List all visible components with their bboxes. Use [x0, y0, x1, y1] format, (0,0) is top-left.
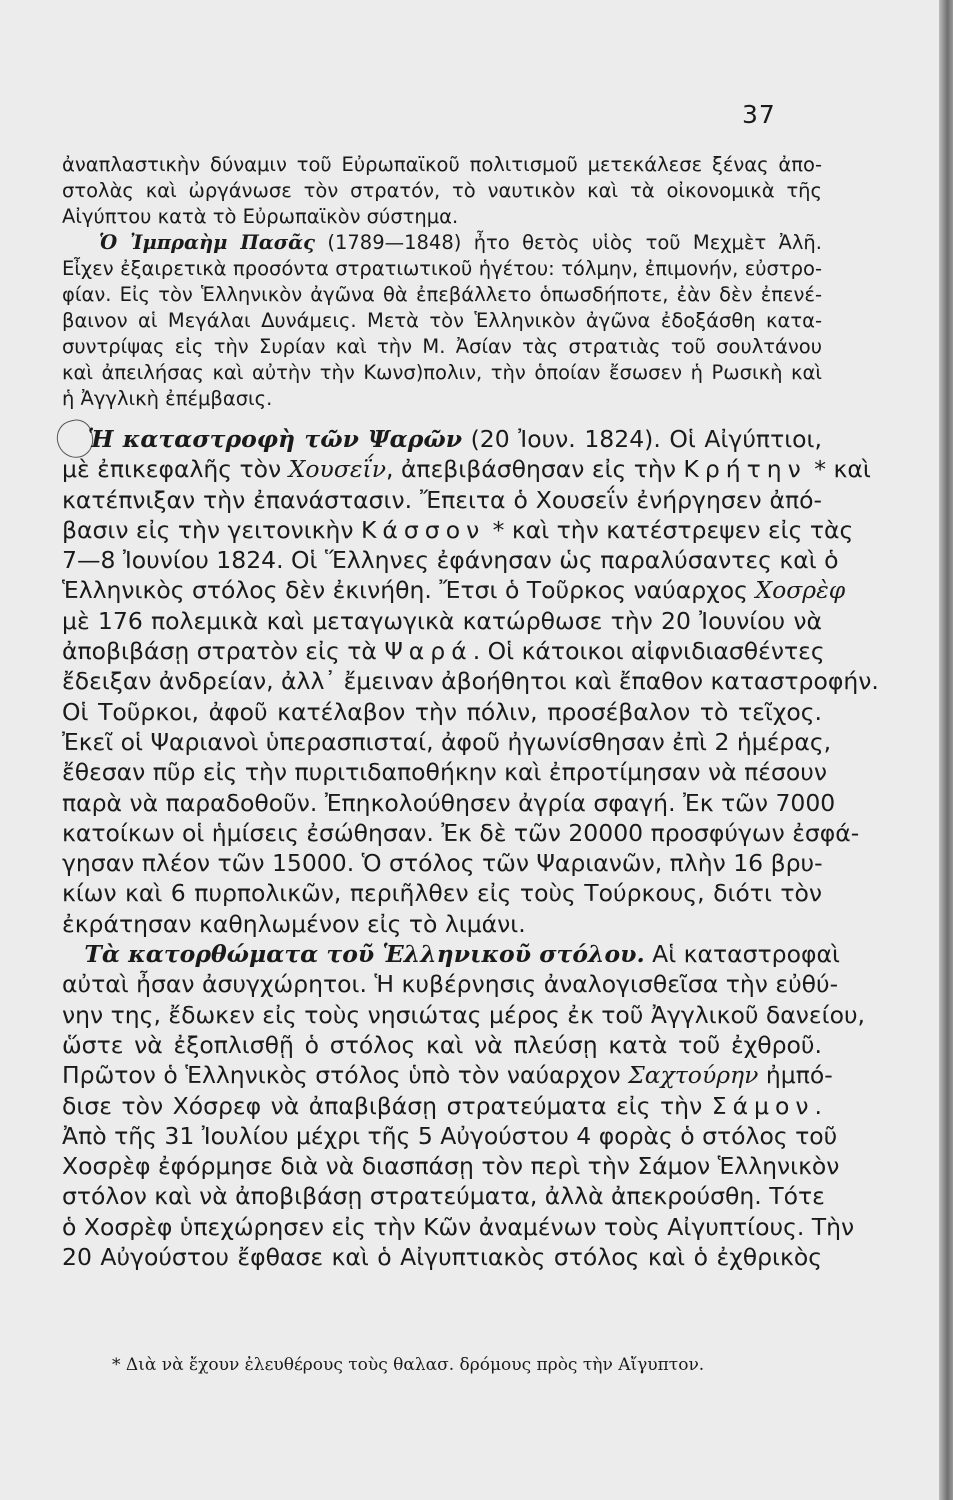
text-line: Ἀπὸ τῆς 31 Ἰουλίου μέχρι τῆς 5 Αὐγούστου 4 φορὰς ὁ στόλος τοῦ: [62, 1121, 838, 1150]
text-line: Χοσρὲφ ἐφόρμησε διὰ νὰ διασπάσῃ τὸν περὶ τὴν Σάμον Ἑλληνικὸν: [62, 1152, 840, 1181]
main-text-section: [62, 424, 879, 1272]
psara-heading-line: Ἡ καταστροφὴ τῶν Ψαρῶν (20 Ἰουν. 1824). Οἱ Αἰγύπτιοι,: [87, 425, 822, 453]
text-line: συντρίψας εἰς τὴν Συρίαν καὶ τὴν Μ. Ἀσίαν τὰς στρατιὰς τοῦ σουλτάνου: [62, 335, 822, 358]
text-line: μὲ ἐπικεφαλῆς τὸν Χουσεΐν, ἀπεβιβάσθησαν εἰς τὴν Κρήτην * καὶ: [62, 455, 871, 484]
footnote: * Διὰ νὰ ἔχουν ἐλευθέρους τοὺς θαλασ. δρόμους πρὸς τὴν Αἴγυπτον.: [112, 1355, 705, 1375]
text-line: Ἐκεῖ οἱ Ψαριανοὶ ὑπερασπισταί, ἀφοῦ ἠγωνίσθησαν ἐπὶ 2 ἡμέρας,: [62, 727, 832, 756]
text-line: καὶ ἀπειλήσας καὶ αὐτὴν τὴν Κωνσ)πολιν, τὴν ὁποίαν ἔσωσεν ἡ Ρωσικὴ καὶ: [62, 361, 822, 384]
text-line: κίων καὶ 6 πυρπολικῶν, περιῆλθεν εἰς τοὺς Τούρκους, διότι τὸν: [62, 879, 822, 908]
text-line: ἔδειξαν ἀνδρείαν, ἀλλ᾽ ἔμειναν ἀβοήθητοι καὶ ἔπαθον καταστροφήν.: [62, 667, 879, 696]
place-samos: Σάμον: [711, 1091, 815, 1120]
text-line: Οἱ Τοῦρκοι, ἀφοῦ κατέλαβον τὴν πόλιν, προσέβαλον τὸ τεῖχος.: [62, 697, 822, 726]
name-husein: Χουσεΐν: [288, 455, 386, 484]
name-sachtouris: Σαχτούρην: [628, 1061, 759, 1090]
name-hosref: Χοσρὲφ: [755, 576, 846, 605]
text-line: Αἰγύπτου κατὰ τὸ Εὐρωπαϊκὸν σύστημα.: [62, 205, 459, 228]
text-line: βαινον αἱ Μεγάλαι Δυνάμεις. Μετὰ τὸν Ἑλληνικὸν ἀγῶνα ἐδοξάσθη κατα-: [62, 309, 822, 332]
text-line: κατέπνιξαν τὴν ἐπανάστασιν. Ἔπειτα ὁ Χουσεΐν ἐνήργησεν ἀπό-: [62, 485, 822, 514]
psara-heading: Ἡ καταστροφὴ τῶν Ψαρῶν: [87, 425, 463, 453]
text-line: Ἑλληνικὸς στόλος δὲν ἐκινήθη. Ἔτσι ὁ Τοῦρκος ναύαρχος Χοσρὲφ: [62, 576, 846, 605]
text-line: ὁ Χοσρὲφ ὑπεχώρησεν εἰς τὴν Κῶν ἀναμένων τοὺς Αἰγυπτίους. Τὴν: [62, 1212, 855, 1241]
text-line: στόλον καὶ νὰ ἀποβιβάσῃ στρατεύματα, ἀλλὰ ἀπεκρούσθη. Τότε: [62, 1182, 825, 1211]
text-line: 20 Αὐγούστου ἔφθασε καὶ ὁ Αἰγυπτιακὸς στόλος καὶ ὁ ἐχθρικὸς: [62, 1243, 822, 1272]
text-line: δισε τὸν Χόσρεφ νὰ ἀπαβιβάσῃ στρατεύματα εἰς τὴν Σάμον.: [62, 1091, 822, 1120]
pasha-heading-line: Ὁ Ἰμπραὴμ Πασᾶς (1789—1848) ἦτο θετὸς υἱὸς τοῦ Μεχμὲτ Ἀλῆ.: [99, 231, 822, 254]
text-line: μὲ 176 πολεμικὰ καὶ μεταγωγικὰ κατώρθωσε τὴν 20 Ἰουνίου νὰ: [62, 606, 822, 635]
text-line: στολὰς καὶ ὠργάνωσε τὸν στρατόν, τὸ ναυτικὸν καὶ τὰ οἰκονομικὰ τῆς: [62, 179, 822, 202]
text-line: ἀποβιβάσῃ στρατὸν εἰς τὰ Ψαρά. Οἱ κάτοικοι αἰφνιδιασθέντες: [62, 637, 825, 666]
place-krete: Κρήτην: [683, 455, 807, 484]
page-number: 37: [742, 100, 776, 129]
text-line: ἐκράτησαν καθηλωμένον εἰς τὸ λιμάνι.: [62, 909, 526, 938]
text-line: 7—8 Ἰουνίου 1824. Οἱ Ἕλληνες ἐφάνησαν ὡς παραλύσαντες καὶ ὁ: [62, 546, 839, 575]
text-line: ἀναπλαστικὴν δύναμιν τοῦ Εὐρωπαϊκοῦ πολιτισμοῦ μετεκάλεσε ξένας ἀπο-: [62, 153, 822, 176]
text-line: ἔθεσαν πῦρ εἰς τὴν πυριτιδαποθήκην καὶ ἐπροτίμησαν νὰ πέσουν: [62, 758, 827, 787]
text-line: γησαν πλέον τῶν 15000. Ὁ στόλος τῶν Ψαριανῶν, πλὴν 16 βρυ-: [62, 849, 823, 878]
text-line: φίαν. Εἰς τὸν Ἑλληνικὸν ἀγῶνα θὰ ἐπεβάλλετο ὁπωσδήποτε, ἐὰν δὲν ἐπενέ-: [62, 283, 822, 306]
text-line: βασιν εἰς τὴν γειτονικὴν Κάσσον * καὶ τὴν κατέστρεψεν εἰς τὰς: [62, 515, 854, 544]
place-kasos: Κάσσον: [361, 515, 486, 544]
pasha-name: Ὁ Ἰμπραὴμ Πασᾶς: [99, 231, 316, 254]
fleet-heading-line: Τὰ κατορθώματα τοῦ Ἑλληνικοῦ στόλου. Αἱ καταστροφαὶ: [84, 940, 840, 969]
text-line: αὐταὶ ἦσαν ἀσυγχώρητοι. Ἡ κυβέρνησις ἀναλογισθεῖσα τὴν εὐθύ-: [62, 970, 839, 999]
page-edge-shadow: [939, 0, 953, 1500]
text-line: ἡ Ἀγγλικὴ ἐπέμβασις.: [62, 387, 273, 410]
text-line: παρὰ νὰ παραδοθοῦν. Ἐπηκολούθησεν ἀγρία σφαγή. Ἐκ τῶν 7000: [62, 788, 836, 817]
text-line: νην της, ἔδωκεν εἰς τοὺς νησιώτας μέρος ἐκ τοῦ Ἀγγλικοῦ δανείου,: [62, 1000, 866, 1029]
text-line: Εἶχεν ἐξαιρετικὰ προσόντα στρατιωτικοῦ ἡγέτου: τόλμην, ἐπιμονήν, εὐστρο-: [62, 257, 822, 280]
text-line: κατοίκων οἱ ἡμίσεις ἐσώθησαν. Ἐκ δὲ τῶν 20000 προσφύγων ἐσφά-: [62, 818, 860, 847]
text-line: ὥστε νὰ ἐξοπλισθῇ ὁ στόλος καὶ νὰ πλεύσῃ κατὰ τοῦ ἐχθροῦ.: [62, 1030, 822, 1059]
text-line: Πρῶτον ὁ Ἑλληνικὸς στόλος ὑπὸ τὸν ναύαρχον Σαχτούρην ἠμπό-: [62, 1061, 833, 1090]
place-psara: Ψαρά: [384, 637, 473, 666]
fleet-heading: Τὰ κατορθώματα τοῦ Ἑλληνικοῦ στόλου.: [84, 940, 645, 969]
small-print-section: [62, 152, 822, 412]
